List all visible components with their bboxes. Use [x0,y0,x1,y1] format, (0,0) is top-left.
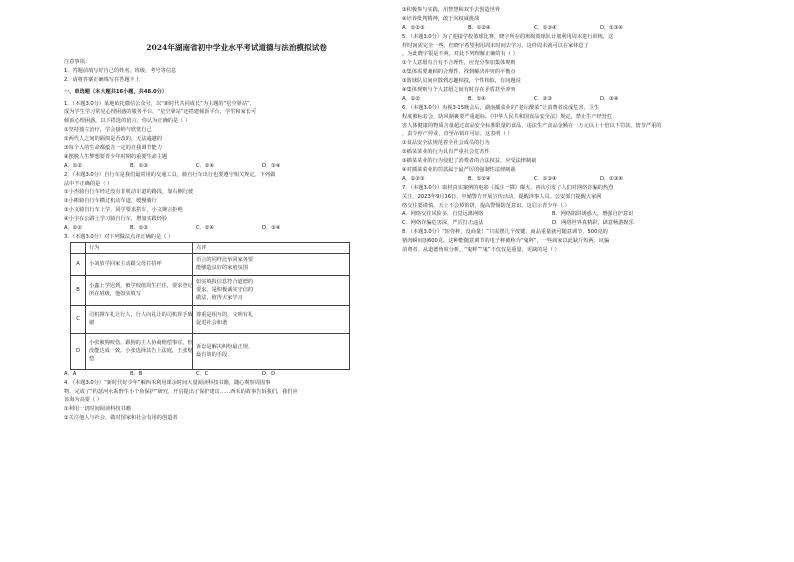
statement-line: ①小杰骑自行车经过没有非机动车道的路段，靠右侧行驶 [64,189,194,196]
table-row [71,275,350,305]
table-cell: 语言的同样比举回家务要 [196,257,254,264]
option-b: B．①②④ [468,175,491,182]
statement-line: ④对插菜菜业的罚款属于最严厉的强制性法律制裁 [402,167,516,174]
table-cell: 谢 [89,320,95,327]
table-cell: 没能达成一致。小张选择其告上法庭，王张赔 [89,348,193,355]
question-line: 该海为高要（ ） [64,397,102,404]
statement-line: ④摆脱人生梦想要青少年时期的重要生命主题 [64,153,168,160]
left-column [64,0,409,423]
option-c: C．②④ [196,225,215,232]
row-key: B [71,275,86,305]
statement-line: ③每个人的生命都蕴含一定的自我调节能力 [64,145,163,152]
question-line: 7．（本题3.0分）取材真实案例的电影《孤注一掷》爆火，再次引发了人们对网络诈骗的热烈 [402,184,614,191]
option-d: D．③④ [600,95,619,102]
statement-line: ②两代人之间的隔阂是否改的，无法逾越的 [64,136,163,143]
table-cell: 小张被狗咬伤，跟狗的主人协商赔偿事宜，但 [89,340,193,347]
question-7 [402,184,747,228]
answer-options [402,175,747,184]
question-6 [402,104,747,184]
question-1 [64,100,409,171]
table-header: 点评 [193,242,350,253]
table-cell: 小刘放学回家主动跟父母打招呼 [89,261,162,268]
statement-line: ②小彬骑自行车横过机动车道，缓慢骑行 [64,198,157,205]
question-line: 6．（本题3.0分）央视3·15晚会后，湖南插菜业的“老坛酸菜”让消费者说成危害，卫生 [402,104,600,111]
statement-line: ③插菜菜业的行为侵犯了消费者的合法权益，应受法律制裁 [402,158,537,165]
statement-line: ④小宇在公路上学习骑自行车，增加实践经验 [64,216,168,223]
statement-line: ①个人意愿有合有不合理性，应充分参加集体规则 [402,60,516,67]
option-a: A．①②③ [402,24,425,31]
row-key: C [71,305,86,333]
table-cell: 促进社会和谐 [196,320,228,327]
section-heading: 一、单选题（本大题共16小题，共48.0分） [64,88,168,95]
statement-line: ②插菜菜业的行为具有严重社会危害性 [402,149,490,156]
option-a: A．①② [64,225,83,232]
question-line: 1．（本题3.0分）某地依托微信公众号，以“新时代共同成长”为主题的“星空驿站”， [64,100,255,107]
table-cell: 司机撑车礼让行人，行人向礼让的司机挥手致 [89,312,193,319]
option-d: D．网络世界真精彩，肆意畅游娱乐 [552,220,634,227]
statement-line: ③小文骑自行车上学，同学要求搭车，小文婉言拒绝 [64,207,183,214]
question-4 [64,379,409,423]
option-c: C．②③ [534,95,553,102]
question-line: 物，完成了“约瑟河水系野生小个鱼保护”研究，开启提出了保护建议……西禾的故事告诉我们，我们应 [64,388,298,395]
option-b: B．①④ [468,95,487,102]
row-key: A [71,253,86,275]
statement-line: ②关注他人与社会，做对国家和社会有用的创造者 [64,415,178,422]
option-d: D．②③④ [600,24,624,31]
statement-line: ④培养批判精神，敢于向权威挑战 [402,15,480,22]
notice-line: 1．答题前填写好自己的姓名、班级、考号等信息 [64,67,177,74]
answer-options [64,162,409,171]
option-d: D．③④ [262,225,281,232]
answer-options [64,224,409,233]
row-key: D [71,333,86,369]
table-cell: 做法，值得大家学习 [196,295,243,302]
question-line: 消费者。从道德角度分析，“鬼秤”“鬼”不仅仅是重量，更缺的是（ ） [402,247,560,254]
statement-line: ③篮球队员间应散到志趣相投，个性相似，有问题说 [402,78,521,85]
option-a: A．A [64,370,77,377]
option-c: C．①③④ [534,175,557,182]
option-d: D．③④ [262,162,281,169]
table-row [71,333,350,369]
statement-line: ①坚持独立治疗，学会接纳与欣赏自己 [64,127,152,134]
statement-line: ①食品安全法规范着全社会成员的行为 [402,140,490,147]
question-line: 程度被标若会，防风制裹要严重超标。《中华人民共和国食品安全法》规定，禁止生产经营危 [402,113,613,120]
option-a: A．①② [64,162,83,169]
question-4-continued [402,6,747,33]
question-3 [64,233,409,379]
statement-line: ①利用一切时间阅读科技书籍 [64,406,131,413]
statement-line: ②集体需要兼顾的合理性，找到解决冲突的平衡点 [402,69,516,76]
option-b: B．①③ [130,225,149,232]
option-d: D．D [262,370,276,377]
question-2 [64,171,409,233]
table-row [71,305,350,333]
notice-line: 2．请将答案正确填写在答题卡上 [64,76,140,83]
option-b: B．网络陷阱诱惑大，增强自护意识 [552,211,634,218]
table-row [71,253,350,275]
question-line: 成为学生学习常见心理困惑的服务平台。“星空驿站”还搭建倾诉平台，学生和家长可 [64,109,257,116]
option-b: B．①③ [130,162,149,169]
answer-options [402,95,747,104]
option-a: A．①②③ [402,175,425,182]
question-line: 4．（本题3.0分）“新时代好少年”解西禾利用课余时间大量阅读科技书籍，随心观察周围事 [64,379,271,386]
option-c: C．C [196,370,209,377]
question-line: 关注，2023年9月16日，中储警方开展宣传活动，提醒涉事人员。公安部门提醒大家网 [402,193,602,200]
question-line: 样时间需完全一些。但晓宇希望利用周末时间去学习，这样周末就可以在家休息了 [402,42,589,49]
question-line: ，责令停产停业，直至吊销许可证。这表明（ ） [402,131,513,138]
question-line: 8．（本题3.0分）“短你秤，没商量！”只需摆几个按键，商品重量就可随意调节，500克的 [402,229,608,236]
notice-line: 注意事项： [64,59,90,65]
question-line: 5．（本题3.0分）为了迎接学校篮球比赛，晓宇所在的班级篮球队计划利用周末进行训练，这 [402,33,614,40]
question-5 [402,33,747,104]
option-a: A．①② [402,95,421,102]
question-line: 3．（本题3.0分）对下列做法点评正确的是（ ） [64,233,174,240]
option-c: C．②④ [196,162,215,169]
option-a: A．网络交往风险多，自觉远离网络 [402,211,484,218]
table-cell: 要求，是积极诚实守信的 [196,287,254,294]
option-b: B．①②④ [468,24,491,31]
evaluation-table [70,242,350,370]
answer-options [402,24,747,33]
question-line: 。为此晓宇很是不爽。对此下列理解正确的有（ ） [402,51,518,58]
table-cell: 诉讼是解决纠纷最正规、 [196,344,254,351]
statement-line: ③积极参与实践，用智慧和双手去创造世界 [402,7,501,13]
answer-options [64,370,409,379]
table-cell: 偿 [89,356,95,363]
table-header-row [71,242,350,253]
page-title: 2024年湖南省初中学业水平考试道德与法治模拟试卷 [146,43,327,52]
question-line: 害人体健康的物质含量超过食品安全标准限量的食品，违法生产食品金额在一万元以上十倍以下罚款，情节严重的 [402,122,662,129]
question-line: 2．（本题3.0分）自行车是我们最常用的交通工具，骑自行车出行也要遵守相关规定。下列做 [64,171,276,178]
table-cell: 能够造良好的家庭氛围 [196,265,248,272]
question-line: 倾诉心理困惑。以下搭选的留言，你认为正确的是（ ） [64,118,191,125]
table-cell: 所在班级，他如实填写 [89,291,141,298]
table-header: 行为 [86,242,193,253]
table-cell: 最有效的手段 [196,352,228,359]
answer-options [402,219,747,228]
option-c: C．①③④ [534,24,557,31]
statement-line: ④集体规则与个人意愿之间有时存在矛盾甚至冲突 [402,87,516,94]
question-line: 法中不正确的是（ ） [64,180,113,187]
right-column [402,6,747,255]
answer-options [402,210,747,219]
table-cell: 如实填报信息符合道德的 [196,279,254,286]
option-d: D．②③④ [600,175,624,182]
question-line: 络交往要谨慎，天上不会掉馅饼，提高警惕防范意识。这启示青少年（ ） [402,202,570,209]
option-c: C．网络诈骗危害深，严厉打击违法 [402,220,484,227]
table-cell: 尊重是相互的，文明有礼 [196,312,254,319]
option-b: B．B [130,370,143,377]
question-line: 猪肉瞬间加600克。这种能随意调节的电子秤被称为“鬼秤”，一些商家以此缺斤短两，坑骗 [402,238,610,245]
table-cell: 小鑫上学迟到，被学校值周生拦住，要求登记 [89,283,193,290]
question-8 [402,228,747,255]
